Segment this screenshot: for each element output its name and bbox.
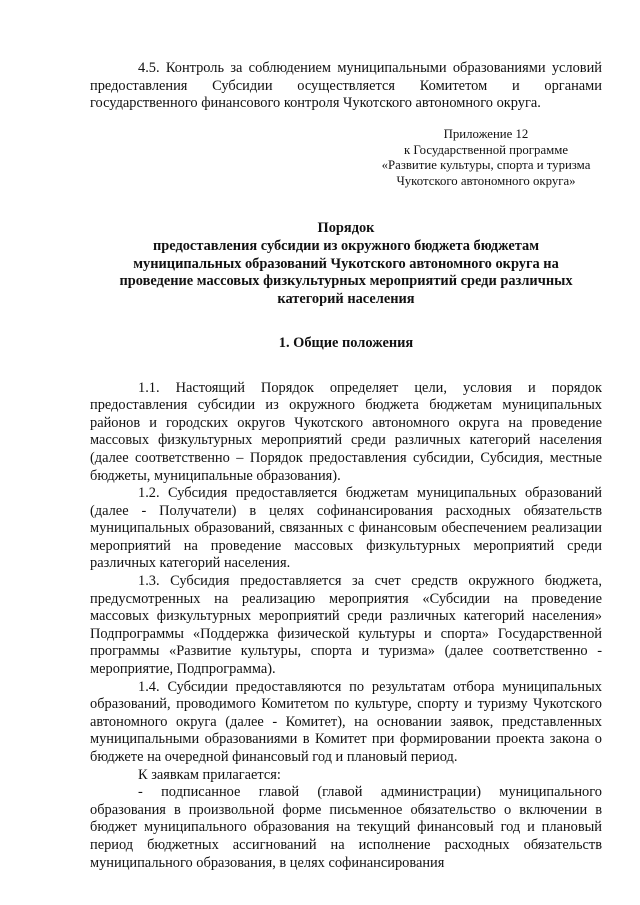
- paragraph-attachment-item: - подписанное главой (главой администрации) муниципального образования в произвольной форме письменное обязательство о включении в бюджет муниципального образования на текущий финансовый год и плановый период бюджетных ассигнований на исполнение расходных обязательств муниципального образования, в целях софинансирования: [90, 784, 602, 871]
- appendix-line: Чукотского автономного округа»: [396, 174, 576, 189]
- paragraph-1-2: 1.2. Субсидия предоставляется бюджетам муниципальных образований (далее - Получатели) в целях софинансирования расходных обязательств муниципальных образований, связанных с финансовым обеспечением реализации мероприятий на проведение массовых физкультурных мероприятий среди различных категорий населения.: [90, 485, 602, 572]
- paragraph-1-1: 1.1. Настоящий Порядок определяет цели, условия и порядок предоставления субсидии из окружного бюджета бюджетам муниципальных районов и городских округов Чукотского автономного округа на проведение массовых физкультурных мероприятий среди различных категорий населения (далее соответственно – Порядок предоставления субсидии, Субсидия, местные бюджеты, муниципальные образования).: [90, 379, 602, 484]
- section-heading: 1. Общие положения: [278, 334, 414, 351]
- paragraph-1-3: 1.3. Субсидия предоставляется за счет средств окружного бюджета, предусмотренных на реализацию мероприятия «Субсидии на проведение массовых физкультурных мероприятий среди различных категорий населения» Подпрограммы «Поддержка физической культуры и спорта» Государственной программы «Развитие культуры, спорта и туризма» (далее соответственно - мероприятие, Подпрограмма).: [90, 573, 602, 678]
- appendix-line: Приложение 12: [443, 126, 529, 141]
- paragraph-1-4: 1.4. Субсидии предоставляются по результатам отбора муниципальных образований, проводимого Комитетом по культуре, спорту и туризму Чукотского автономного округа (далее - Комитет), на основании заявок, представленных муниципальными образованиями в Комитет при формировании проекта закона о бюджете на очередной финансовый год и плановый период.: [90, 678, 602, 766]
- paragraph-4-5: 4.5. Контроль за соблюдением муниципальными образованиями условий предоставления Субсидии осуществляется Комитетом и органами государственного финансового контроля Чукотского автономного округа.: [90, 60, 602, 112]
- appendix-note: [370, 127, 602, 190]
- appendix-line: к Государственной программе: [403, 142, 568, 157]
- document-title: [90, 220, 602, 309]
- title-line: Порядок: [317, 219, 375, 236]
- title-line: предоставления субсидии из окружного бюджета бюджетам: [152, 237, 540, 254]
- title-line: муниципальных образований Чукотского автономного округа на: [133, 255, 559, 272]
- paragraph-attachments-intro: К заявкам прилагается:: [138, 766, 281, 783]
- title-line: проведение массовых физкультурных мероприятий среди различных: [119, 273, 573, 290]
- title-line: категорий населения: [277, 291, 415, 308]
- appendix-line: «Развитие культуры, спорта и туризма: [381, 158, 591, 173]
